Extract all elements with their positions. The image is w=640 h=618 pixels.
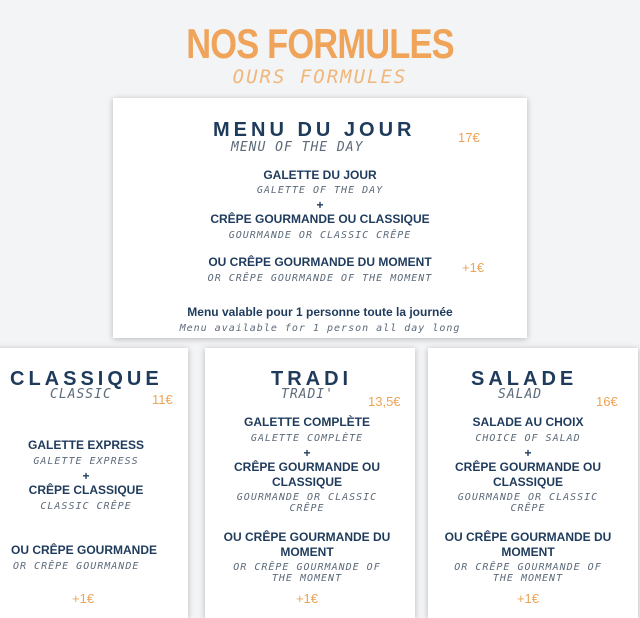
salade-moment-price: +1€	[516, 591, 540, 606]
tradi-item-moment-line2: MOMENT	[280, 545, 334, 559]
classique-item-galette: GALETTE EXPRESS	[27, 438, 145, 452]
salade-price: 16€	[596, 394, 618, 409]
menu-du-jour-price: 17€	[458, 130, 480, 145]
page-subtitle: OURS FORMULES	[232, 66, 408, 88]
tradi-item-galette: GALETTE COMPLÈTE	[244, 415, 370, 429]
menu-du-jour-item-moment: OU CRÊPE GOURMANDE DU MOMENT	[208, 255, 432, 269]
classique-card	[0, 348, 188, 618]
salade-item-moment-line1: OU CRÊPE GOURMANDE DU	[444, 530, 612, 544]
tradi-plus: +	[303, 446, 311, 460]
menu-du-jour-item-galette: GALETTE DU JOUR	[263, 168, 377, 182]
menu-du-jour-plus: +	[316, 198, 324, 212]
tradi-item-crepe-line1: CRÊPE GOURMANDE OU	[233, 460, 380, 474]
menu-du-jour-moment-price: +1€	[462, 260, 485, 275]
menu-du-jour-note-en: Menu available for 1 person all day long	[179, 323, 461, 334]
classique-plus: +	[82, 469, 90, 483]
salade-title: SALADE	[471, 368, 578, 390]
salade-item-crepe-line2: CLASSIQUE	[492, 475, 563, 489]
tradi-title: TRADI	[271, 368, 353, 390]
salade-subtitle: SALAD	[498, 387, 543, 402]
salade-item-moment-line2: MOMENT	[501, 545, 555, 559]
tradi-item-crepe-en-line1: GOURMANDE OR CLASSIC	[236, 492, 378, 503]
salade-card	[428, 348, 638, 618]
classique-title: CLASSIQUE	[10, 368, 163, 390]
tradi-item-crepe-en-line2: CRÊPE	[289, 503, 325, 514]
tradi-subtitle: TRADI'	[281, 387, 334, 402]
menu-du-jour-subtitle: MENU OF THE DAY	[231, 140, 364, 155]
tradi-moment-price: +1€	[295, 591, 319, 606]
classique-subtitle: CLASSIC	[50, 387, 112, 402]
menu-du-jour-item-crepe: CRÊPE GOURMANDE OU CLASSIQUE	[210, 212, 430, 226]
salade-item-crepe-en-line2: CRÊPE	[510, 503, 546, 514]
classique-item-galette-en: GALETTE EXPRESS	[33, 456, 139, 467]
menu-du-jour-item-moment-en: OR CRÊPE GOURMANDE OF THE MOMENT	[207, 273, 433, 284]
classique-gourmande-price: +1€	[72, 591, 95, 606]
menu-du-jour-card	[113, 98, 527, 338]
classique-price: 11€	[152, 392, 173, 407]
menu-du-jour-note: Menu valable pour 1 personne toute la journée	[187, 305, 453, 319]
salade-item-crepe-line1: CRÊPE GOURMANDE OU	[454, 460, 601, 474]
menu-du-jour-item-galette-en: GALETTE OF THE DAY	[256, 185, 384, 196]
tradi-item-moment-line1: OU CRÊPE GOURMANDE DU	[223, 530, 391, 544]
tradi-price: 13,5€	[368, 394, 401, 409]
menu-du-jour-title: MENU DU JOUR	[213, 119, 416, 141]
classique-item-crepe: CRÊPE CLASSIQUE	[28, 483, 144, 497]
tradi-item-moment-en-line2: THE MOMENT	[271, 573, 343, 584]
tradi-item-galette-en: GALETTE COMPLÈTE	[250, 433, 364, 444]
classique-item-gourmande: OU CRÊPE GOURMANDE	[11, 543, 158, 557]
menu-du-jour-item-crepe-en: GOURMANDE OR CLASSIC CRÊPE	[228, 230, 412, 241]
salade-item-moment-en-line1: OR CRÊPE GOURMANDE OF	[454, 562, 602, 573]
tradi-item-moment-en-line1: OR CRÊPE GOURMANDE OF	[233, 562, 381, 573]
salade-item-moment-en-line2: THE MOMENT	[492, 573, 564, 584]
classique-item-crepe-en: CLASSIC CRÊPE	[40, 501, 132, 512]
salade-plus: +	[524, 446, 532, 460]
salade-item-choix: SALADE AU CHOIX	[472, 415, 584, 429]
classique-item-gourmande-en: OR CRÊPE GOURMANDE	[13, 561, 140, 572]
page-title: NOS FORMULES	[186, 20, 454, 67]
tradi-card	[205, 348, 415, 618]
tradi-item-crepe-line2: CLASSIQUE	[271, 475, 342, 489]
salade-item-choix-en: CHOICE OF SALAD	[475, 433, 581, 444]
salade-item-crepe-en-line1: GOURMANDE OR CLASSIC	[457, 492, 599, 503]
